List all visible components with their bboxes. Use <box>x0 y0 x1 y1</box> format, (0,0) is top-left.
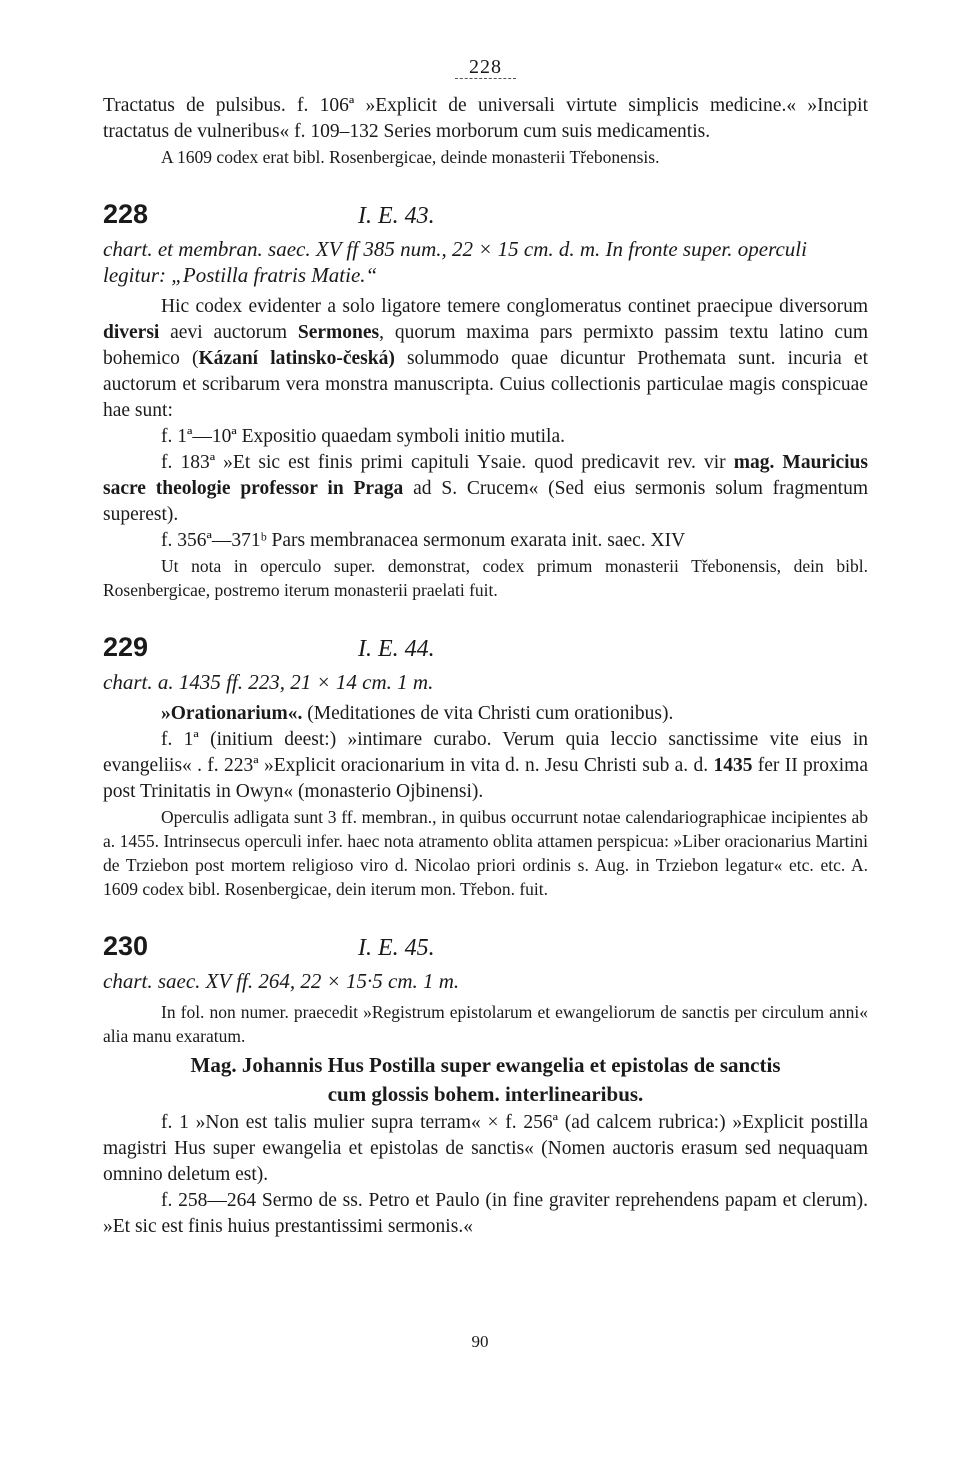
entry-228-preceding-text: Tractatus de pulsibus. f. 106ª »Explicit de universali virtute simplicis medicine.« »Incipit tractatus de vulneribus« f. 109‒132 Series morborum cum suis medicamentis. <box>103 95 868 142</box>
entry-228-description: chart. et membran. saec. XV ff 385 num., 22 × 15 cm. d. m. In fronte super. operculi legitur: „Postilla fratris Matie.“ <box>103 237 807 287</box>
entry-230-folio-1: f. 1 »Non est talis mulier supra terram« × f. 256ª (ad calcem rubrica:) »Explicit postilla magistri Hus super ewangelia et epistolas de sanctis« (Nomen auctoris erasum sed nequaquam omnino deletum est). <box>103 1112 868 1185</box>
entry-230-title-line-1: Mag. Johannis Hus Postilla super ewangelia et epistolas de sanctis <box>190 1053 781 1077</box>
entry-230-title-line-2: cum glossis bohem. interlinearibus. <box>327 1082 644 1106</box>
entry-228-body: Hic codex evidenter a solo ligatore temere conglomeratus continet praecipue diversorum diversi aevi auctorum Sermones, quorum maxima pars permixto passim textu latino cum bohemico (Kázaní latinsko-česká) solummodo quae dicuntur Prothemata sunt. incuria et auctorum et scribarum vera monstra manuscripta. Cuius collectionis particulae magis conspicuae hae sunt: <box>103 296 868 421</box>
entry-230-header <box>103 931 868 962</box>
entry-signature: I. E. 45. <box>358 935 435 961</box>
entry-229-title: »Orationarium«. (Meditationes de vita Christi cum orationibus). <box>161 703 674 724</box>
entry-228-header <box>103 199 868 230</box>
document-page <box>103 56 868 1240</box>
entry-230-intro: In fol. non numer. praecedit »Registrum epistolarum et ewangeliorum de sanctis per circulum anni« alia manu exaratum. <box>103 1002 868 1046</box>
entry-signature: I. E. 43. <box>358 203 435 229</box>
running-head-number: 228 <box>455 56 516 79</box>
entry-number: 230 <box>103 931 149 961</box>
entry-228-note: Ut nota in operculo super. demonstrat, codex primum monasterii Třebonensis, dein bibl. Rosenbergicae, postremo iterum monasterii praelati fuit. <box>103 556 868 600</box>
entry-number: 228 <box>103 199 149 229</box>
entry-228-preceding-note: A 1609 codex erat bibl. Rosenbergicae, deinde monasterii Třebonensis. <box>161 147 660 167</box>
entry-number: 229 <box>103 632 149 662</box>
entry-229-body: f. 1ª (initium deest:) »intimare curabo. Verum quia leccio sanctissime vite eius in evangeliis« . f. 223ª »Explicit oracionarium in vita d. n. Jesu Christi sub a. d. 1435 fer II proxima post Trinitatis in Owyn« (monasterio Ojbinensi). <box>103 729 868 802</box>
entry-228-folio-1: f. 1ª—10ª Expositio quaedam symboli initio mutila. <box>161 426 565 447</box>
entry-230-folio-258: f. 258—264 Sermo de ss. Petro et Paulo (in fine graviter reprehendens papam et clerum). »Et sic est finis huius prestantissimi sermonis.« <box>103 1190 868 1237</box>
entry-228-folio-356: f. 356ª—371ᵇ Pars membranacea sermonum exarata init. saec. XIV <box>161 530 686 551</box>
entry-229-header <box>103 632 868 663</box>
entry-229-description: chart. a. 1435 ff. 223, 21 × 14 cm. 1 m. <box>103 670 434 694</box>
page-folio-number: 90 <box>471 1332 489 1351</box>
entry-229-note: Operculis adligata sunt 3 ff. membran., in quibus occurrunt notae calendariographicae incipientes ab a. 1455. Intrinsecus operculi infer. haec nota atramento oblita attamen perspicua: »Liber oracionarius Martini de Trziebon post mortem religioso viro d. Nicolao priori ordinis s. Aug. in Trziebon legatur« etc. etc. A. 1609 codex bibl. Rosenbergicae, dein iterum mon. Třebon. fuit. <box>103 807 868 899</box>
entry-signature: I. E. 44. <box>358 636 435 662</box>
entry-230-description: chart. saec. XV ff. 264, 22 × 15·5 cm. 1 m. <box>103 969 460 993</box>
running-head <box>103 56 868 79</box>
entry-228-folio-183: f. 183ª »Et sic est finis primi capituli Ysaie. quod predicavit rev. vir mag. Mauricius sacre theologie professor in Praga ad S. Crucem« (Sed eius sermonis solum fragmentum superest). <box>103 452 868 525</box>
